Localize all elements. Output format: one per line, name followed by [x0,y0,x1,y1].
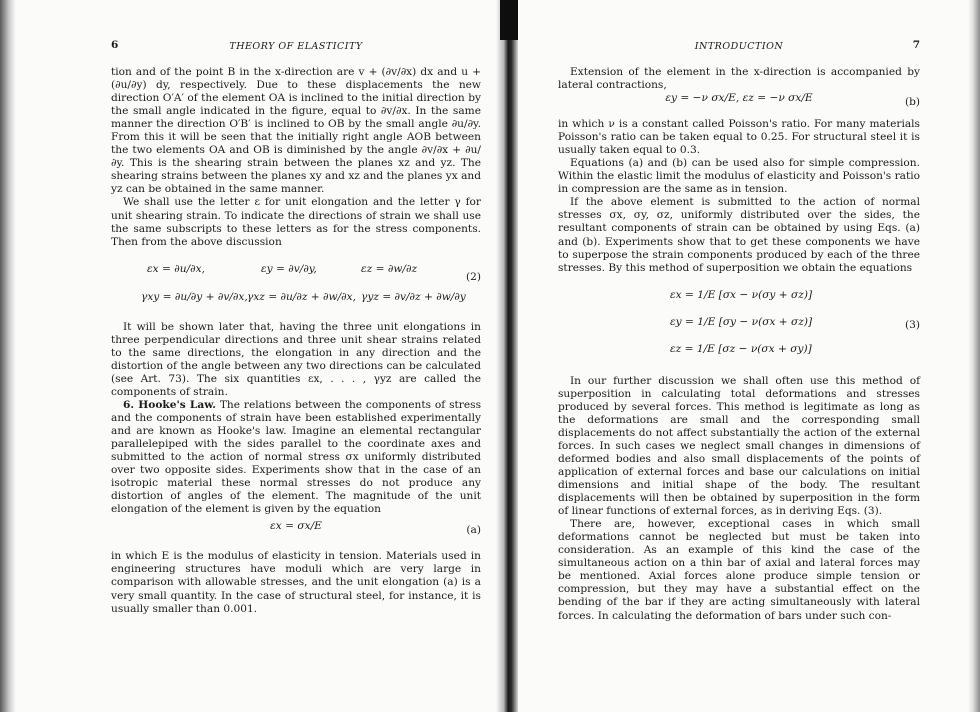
eq3-epsilon-z: εz = 1/E [σz − ν(σx + σy)] [670,342,812,355]
right-paragraph-4: If the above element is submitted to the action of normal stresses σx, σy, σz, uniformly distributed over the sides, the resultant components of strain can be obtained by using Eqs. (a) and (b). Experiments show that to get these components we have to superpose the strain components produced by each of the three stresses. By this method of superposition we obtain the equations [558,196,920,274]
right-paragraph-2: in which ν is a constant called Poisson's ratio. For many materials Poisson's ratio can be taken equal to 0.25. For structural steel it is usually taken equal to 0.3. [558,118,920,157]
right-page-edge [968,0,980,712]
right-paragraph-5: In our further discussion we shall often use this method of superposition in calculating total deformations and stresses produced by several forces. This method is legitimate as long as the deformations are small and the corresponding small displacements do not affect substantially the action of the external forces. In such cases we neglect small changes in dimensions of deformed bodies and also small displacements of the points of application of external forces and base our calculations on initial dimensions and initial shape of the body. The resultant displacements will then be obtained by superposition in the form of linear functions of external forces, as in deriving Eqs. (3). [558,374,920,518]
equation-2 [111,257,481,313]
eq-a-tag: (a) [466,524,481,537]
right-running-title: INTRODUCTION [694,41,784,52]
eq2-gamma-xz: γxz = ∂u/∂z + ∂w/∂x, [247,290,356,303]
eq-b-text: εy = −ν σx/E, εz = −ν σx/E [665,92,813,105]
spine-shadow [500,0,518,40]
equation-b [558,92,920,114]
left-paragraph-3: It will be shown later that, having the three unit elongations in three perpendicular directions and three unit shear strains related to the same directions, the elongation in any direction and the distortion of the angle between any two directions can be calculated (see Art. 73). The six quantities εx, . . . , γyz are called the components of strain. [111,320,481,398]
eq3-epsilon-x: εx = 1/E [σx − ν(σy + σz)] [670,288,813,301]
right-page-number: 7 [912,39,920,51]
right-paragraph-3: Equations (a) and (b) can be used also for simple compression. Within the elastic limit the modulus of elasticity and Poisson's ratio in compression are the same as in tension. [558,157,921,196]
right-page-body [558,66,920,623]
eq2-gamma-xy: γxy = ∂u/∂y + ∂v/∂x, [141,290,248,303]
right-paragraph-1: Extension of the element in the x-direction is accompanied by lateral contractions, [558,66,920,92]
book-spine [496,0,518,712]
left-paragraph-5: in which E is the modulus of elasticity in tension. Materials used in engineering structures have moduli which are very large in comparison with allowable stresses, and the unit elongation (a) is a very small quantity. In the case of structural steel, for instance, it is usually smaller than 0.001. [111,550,481,615]
eq2-epsilon-z: εz = ∂w/∂z [361,262,418,275]
eq2-gamma-yz: γyz = ∂v/∂z + ∂w/∂y [361,290,466,303]
left-running-head [111,39,481,53]
equation-a [111,520,481,542]
left-page-body [111,66,481,616]
section-heading-hookes-law: 6. Hooke's Law. [123,398,216,411]
eq3-epsilon-y: εy = 1/E [σy − ν(σx + σz)] [670,315,813,328]
eq-b-tag: (b) [904,96,920,109]
left-paragraph-1: tion and of the point B in the x-direction are v + (∂v/∂x) dx and u + (∂u/∂y) dy, respectively. Due to these displacements the new direction O′A′ of the element OA is inclined to the initial direction by the small angle indicated in the figure, equal to ∂v/∂x. In the same manner the direction O′B′ is inclined to OB by the small angle ∂u/∂y. From this it will be seen that the initially right angle AOB between the two elements OA and OB is diminished by the angle ∂v/∂x + ∂u/∂y. This is the shearing strain between the planes xz and yz. The shearing strains between the planes xy and xz and the planes yx and yz can be obtained in the same manner. [111,66,481,196]
left-running-title: THEORY OF ELASTICITY [229,41,363,52]
left-paragraph-4: The relations between the components of stress and the components of strain have been established experimentally and are known as Hooke's law. Imagine an elemental rectangular parallelepiped with the sides parallel to the coordinate axes and submitted to the action of normal stress σx uniformly distributed over two opposite sides. Experiments show that in the case of an isotropic material these normal stresses do not produce any distortion of angles of the element. The magnitude of the unit elongation of the element is given by the equation [111,398,482,516]
right-running-head [558,39,920,53]
left-page-edge [0,0,16,712]
eq-a-text: εx = σx/E [270,520,322,533]
eq3-tag: (3) [904,318,920,331]
eq2-tag: (2) [465,270,481,283]
left-page-number: 6 [111,39,119,51]
eq2-epsilon-x: εx = ∂u/∂x, [147,262,205,275]
equation-3 [558,283,920,367]
right-paragraph-6: There are, however, exceptional cases in which small deformations cannot be neglected but must be taken into consideration. As an example of this kind the case of the simultaneous action on a thin bar of axial and lateral forces may be mentioned. Axial forces alone produce simple tension or compression, but they may have a substantial effect on the bending of the bar if they are acting simultaneously with lateral forces. In calculating the deformation of bars under such con- [558,518,920,622]
left-paragraph-2: We shall use the letter ε for unit elongation and the letter γ for unit shearing strain. To indicate the directions of strain we shall use the same subscripts to these letters as for the stress components. Then from the above discussion [111,196,481,248]
eq2-epsilon-y: εy = ∂v/∂y, [261,262,317,275]
